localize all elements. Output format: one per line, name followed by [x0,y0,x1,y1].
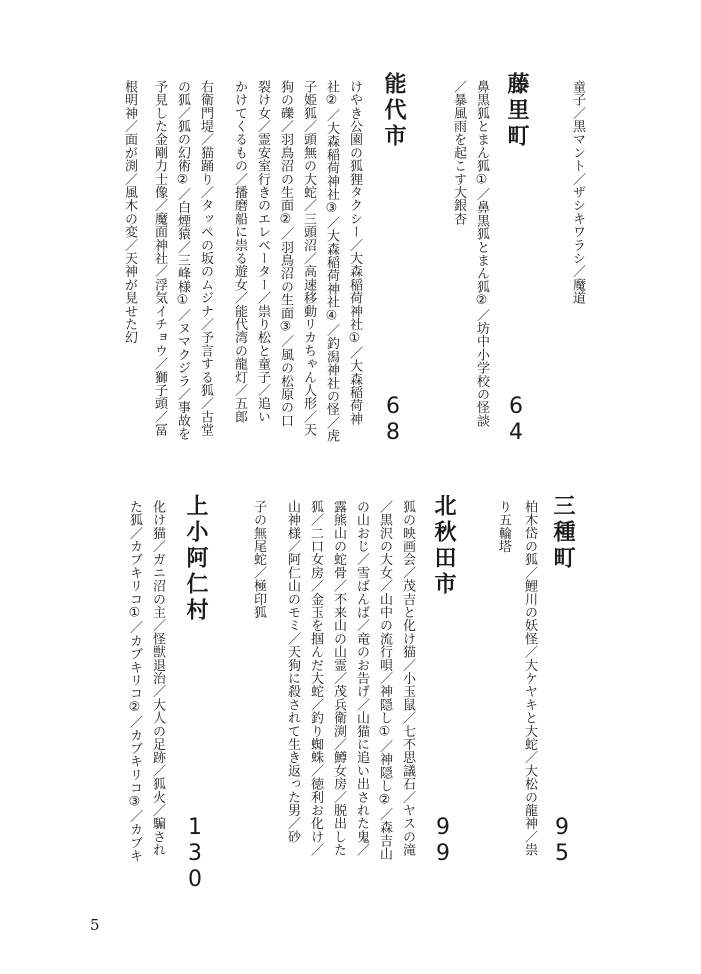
page-digit: 9 [555,815,569,840]
entry-line-kamikoani-2: た狐／カブキリコ①／カブキリコ②／カブキリコ③／カブキ [127,500,142,863]
entry-line-noshiro-6: かけてくるもの／播磨船に祟る遊女／能代湾の龍灯／五郎 [232,80,247,424]
entry-line-kitaakita-4: 露熊山の蛇骨／不来山の山霊／茂兵衛渕／鱒女房／脱出した [331,500,346,857]
entry-line-noshiro-7: 右衛門堤／猫踊り／タッペの坂のムジナ／予言する狐／古堂 [198,80,213,437]
section-page-noshiro [380,394,406,446]
page-digit: 6 [509,394,523,419]
page-digit: 8 [386,420,400,445]
page-digit: 9 [436,815,450,840]
section-title-mitane: 三種町 [550,494,575,572]
entry-line-noshiro-1: けやき公園の狐狸タクシー／大森稲荷神社①／大森稲荷神 [347,80,362,426]
section-title-kitaakita: 北秋田市 [431,494,456,598]
entry-line-kitaakita-6: 山神様／阿仁山のモミ／天狗に殺されて生き返った男／砂 [285,500,300,844]
page-digit: 3 [188,841,202,866]
section-title-noshiro: 能代市 [381,72,406,150]
entry-line-noshiro-5: 裂け女／霊安室行きのエレベーター／祟り松と童子／追い [255,80,270,424]
entry-line-mitane-1: 柏木岱の狐／鯉川の妖怪／大ケヤキと大蛇／大松の龍神／祟 [522,500,537,857]
entry-line-noshiro-2: 社②／大森稲荷神社③／大森稲荷神社④／釣潟神社の怪／虎 [324,80,339,443]
entry-line-mitane-2: り五輪塔 [496,500,511,553]
entry-line-kitaakita-1: 狐の映画会／茂吉と化け猫／小玉鼠／七不思議石／ヤスの滝 [400,500,415,857]
section-page-kamikoani [182,815,208,893]
section-title-fujisato: 藤里町 [504,72,529,150]
entry-line-fujisato-2: ／暴風雨を起こす大銀杏 [451,80,466,226]
section-page-kitaakita [430,815,456,867]
continuation-line: 童子／黒マント／ザシキワラシ／魔道 [570,80,585,305]
section-page-fujisato [503,394,529,446]
entry-line-kamikoani-1: 化け猫／ガニ沼の主／怪獣退治／大人の足跡／狐火／騙され [150,500,165,857]
page-digit: 9 [436,841,450,866]
section-title-kamikoani: 上小阿仁村 [183,494,208,624]
entry-line-kitaakita-2: ／黒沢の大女／山中の流行唄／神隠し①／神隠し②／森吉山 [377,500,392,861]
entry-line-kitaakita-3: の山おじ／雪ばんば／竜のお告げ／山猫に追い出された鬼／ [354,500,369,857]
entry-line-noshiro-4: 狗の礫／羽鳥沼の生面②／羽鳥沼の生面③／風の松原の口 [278,80,293,428]
entry-line-kitaakita-7: 子の無尾蛇／極印狐 [251,500,266,619]
entry-line-noshiro-3: 子姫狐／頭無の大蛇／三頭沼／高速移動リカちゃん人形／天 [301,80,316,437]
page-number: 5 [90,916,100,934]
entry-line-noshiro-8: の狐／狐の幻術②／白煙猿／三峰様①／ヌマクジラ／事故を [175,80,190,441]
page-digit: 4 [509,420,523,445]
section-page-mitane [549,815,575,867]
entry-line-noshiro-9: 予見した金剛力士像／魔面神社／浮気イチョウ／獅子頭／冨 [152,80,167,437]
page-digit: 5 [555,841,569,866]
page-digit: 1 [188,815,202,840]
entry-line-fujisato-1: 鼻黒狐とまん狐①／鼻黒狐とまん狐②／坊中小学校の怪談 [474,80,489,428]
page-digit: 6 [386,394,400,419]
page-digit: 0 [188,867,202,892]
entry-line-noshiro-10: 根明神／面が渕／風木の変／天神が見せた幻 [122,80,137,344]
entry-line-kitaakita-5: 狐／二口女房／金玉を掴んだ大蛇／釣り蜘蛛／徳利お化け／ [308,500,323,857]
